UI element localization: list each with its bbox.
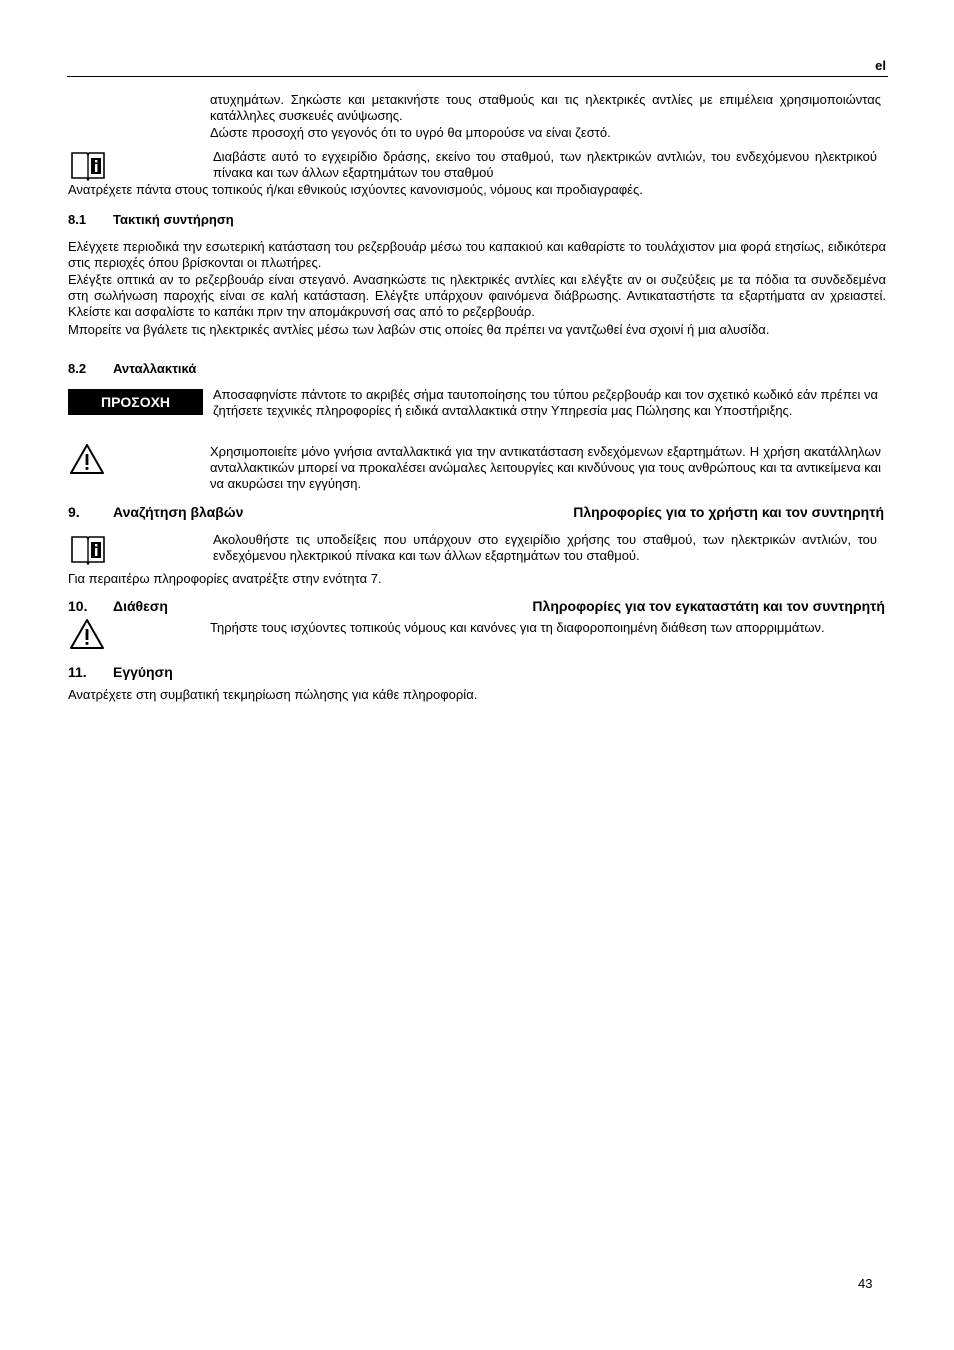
section-8-2-paragraph-1: Αποσαφηνίστε πάντοτε το ακριβές σήμα ταυτοποίησης του τύπου ρεζερβουάρ και τον σχετικό κωδικό εάν πρέπει να ζητήσετε τεχνικές πληροφορίες ή ειδικά ανταλλακτικά στην Υπηρεσία μας Πώλησης και Υποστήριξης.: [213, 387, 878, 418]
intro-paragraph-4: Ανατρέχετε πάντα στους τοπικούς ή/και εθνικούς ισχύοντες κανονισμούς, νόμους και προδιαγραφές.: [68, 182, 643, 197]
section-9-title: Αναζήτηση βλαβών: [113, 504, 244, 520]
section-10-title: Διάθεση: [113, 598, 168, 614]
manual-info-icon: [70, 533, 106, 565]
section-11-number: 11.: [68, 664, 87, 680]
section-8-2-title: Ανταλλακτικά: [113, 361, 197, 376]
intro-paragraph-1: ατυχημάτων. Σηκώστε και μετακινήστε τους σταθμούς και τις ηλεκτρικές αντλίες με επιμέλεια χρησιμοποιώντας κατάλληλες συσκευές ανύψωσης.: [210, 92, 881, 123]
section-8-2-number: 8.2: [68, 361, 87, 376]
caution-badge: ΠΡΟΣΟΧΗ: [68, 389, 203, 415]
intro-paragraph-3: Διαβάστε αυτό το εγχειρίδιο δράσης, εκείνο του σταθμού, των ηλεκτρικών αντλιών, του ενδεχόμενου ηλεκτρικού πίνακα και των άλλων εξαρτημάτων του σταθμού: [213, 149, 877, 180]
section-10-number: 10.: [68, 598, 88, 614]
section-11-title: Εγγύηση: [113, 664, 173, 680]
page-number: 43: [858, 1276, 873, 1291]
manual-info-icon: [70, 149, 106, 181]
section-11-paragraph-1: Ανατρέχετε στη συμβατική τεκμηρίωση πώλησης για κάθε πληροφορία.: [68, 687, 478, 702]
section-9-paragraph-1: Ακολουθήστε τις υποδείξεις που υπάρχουν στο εγχειρίδιο χρήσης του σταθμού, των ηλεκτρικών αντλιών, του ενδεχόμενου ηλεκτρικού πίνακα και των άλλων εξαρτημάτων του σταθμού.: [213, 532, 877, 563]
intro-paragraph-2: Δώστε προσοχή στο γεγονός ότι το υγρό θα μπορούσε να είναι ζεστό.: [210, 125, 611, 140]
section-8-1-paragraph-3: Μπορείτε να βγάλετε τις ηλεκτρικές αντλίες μέσω των λαβών στις οποίες θα πρέπει να γαντζωθεί ένα σχοινί ή μια αλυσίδα.: [68, 322, 770, 337]
section-8-2-paragraph-2: Χρησιμοποιείτε μόνο γνήσια ανταλλακτικά για την αντικατάσταση ενδεχόμενων εξαρτημάτων. Η χρήση ακατάλληλων ανταλλακτικών μπορεί να προκαλέσει ανώμαλες λειτουργίες και κινδύνους για τους ανθρώπους και τα αντικείμενα και να ακυρώσει την εγγύηση.: [210, 444, 882, 491]
header-rule: [67, 76, 888, 77]
section-9-paragraph-2: Για περαιτέρω πληροφορίες ανατρέξτε στην ενότητα 7.: [68, 571, 382, 586]
warning-triangle-icon: [69, 618, 105, 650]
language-code: el: [875, 58, 886, 73]
section-9-audience: Πληροφορίες για το χρήστη και τον συντηρητή: [573, 504, 884, 520]
section-10-paragraph-1: Τηρήστε τους ισχύοντες τοπικούς νόμους και κανόνες για τη διαφοροποιημένη διάθεση των απορριμμάτων.: [210, 620, 825, 635]
section-8-1-title: Τακτική συντήρηση: [113, 212, 234, 227]
section-8-1-number: 8.1: [68, 212, 87, 227]
section-10-audience: Πληροφορίες για τον εγκαταστάτη και τον συντηρητή: [532, 598, 885, 614]
section-8-1-paragraph-1: Ελέγχετε περιοδικά την εσωτερική κατάσταση του ρεζερβουάρ μέσω του καπακιού και καθαρίστε το τουλάχιστον μια φορά ετησίως, ειδικότερα στις περιοχές όπου βρίσκονται οι πλωτήρες.: [68, 239, 886, 270]
section-8-1-paragraph-2: Ελέγξτε οπτικά αν το ρεζερβουάρ είναι στεγανό. Ανασηκώστε τις ηλεκτρικές αντλίες και ελέγξτε αν οι συζεύξεις με τα πόδια τα συνδεδεμένα στη σωλήνωση παροχής είναι σε καλή κατάσταση. Ελέγξτε υπάρχουν φαινόμενα διάβρωσης. Αντικαταστήστε τα εξαρτήματα αν χρειαστεί. Κλείστε και ασφαλίστε το καπάκι πριν την απομάκρυνσή σας από το ρεζερβουάρ.: [68, 272, 886, 319]
section-9-number: 9.: [68, 504, 80, 520]
warning-triangle-icon: [69, 443, 105, 475]
